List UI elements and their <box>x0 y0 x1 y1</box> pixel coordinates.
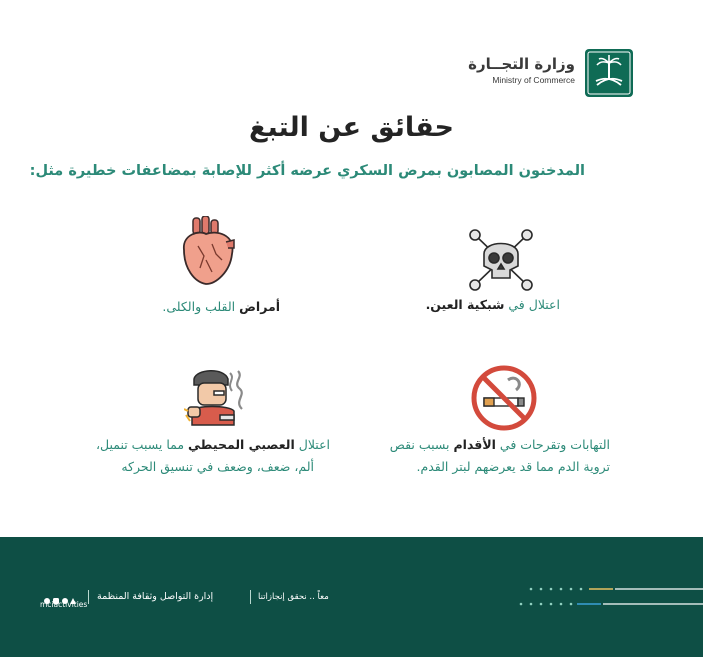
skull-crossbones-icon <box>468 226 534 292</box>
logo-text <box>468 54 575 86</box>
fact-nerve-rest: مما يسبب تنميل، <box>95 437 189 452</box>
heart-icon <box>176 216 240 288</box>
social-icons <box>43 590 77 598</box>
fact-nerve-line2: ألم، ضعف، وضعف في تنسيق الحركه <box>121 459 314 474</box>
fact-feet <box>380 360 610 480</box>
org-name-en: Ministry of Commerce <box>492 75 575 85</box>
decorative-dotted-lines <box>515 585 703 611</box>
org-name-ar: وزارة التجــارة <box>468 55 575 73</box>
footer-divider-2 <box>250 590 251 604</box>
page-subtitle: المدخنون المصابون بمرض السكري عرضه أكثر للإصابة بمضاعفات خطيرة مثل: <box>29 163 585 179</box>
fact-heart <box>140 210 300 320</box>
fact-feet-rest: بسبب نقص <box>389 437 454 452</box>
fact-feet-line2: تروية الدم مما قد يعرضهم لبتر القدم. <box>416 459 610 474</box>
fact-feet-bold: الأقدام <box>453 437 496 452</box>
footer-divider-1 <box>88 590 89 604</box>
no-smoking-icon <box>470 364 538 432</box>
footer-department: إدارة التواصل وثقافة المنظمة <box>97 591 214 602</box>
ministry-logo <box>468 49 633 97</box>
fact-feet-pre: التهابات وتقرحات في <box>495 437 610 452</box>
fact-heart-text <box>162 294 280 320</box>
fact-eye-bold: شبكية العين. <box>425 297 505 312</box>
fact-nerve <box>95 360 330 480</box>
fact-eye-text <box>426 292 560 318</box>
fact-nerve-bold: العصبي المحيطي <box>188 437 295 452</box>
page-title: حقائق عن التبغ <box>249 112 454 143</box>
fact-nerve-pre: اعتلال <box>294 437 330 452</box>
fact-heart-bold: أمراض <box>239 299 280 314</box>
fact-eye-pre: اعتلال في <box>504 297 560 312</box>
footer <box>0 537 703 657</box>
fact-heart-rest: القلب والكلى. <box>162 299 240 314</box>
footer-slogan: معاً .. نحقق إنجازاتنا <box>258 592 329 602</box>
coughing-smoker-icon <box>184 365 250 431</box>
fact-eye <box>410 220 570 320</box>
palm-swords-emblem-icon <box>585 49 633 97</box>
social-handle: mciactivities <box>40 600 88 609</box>
